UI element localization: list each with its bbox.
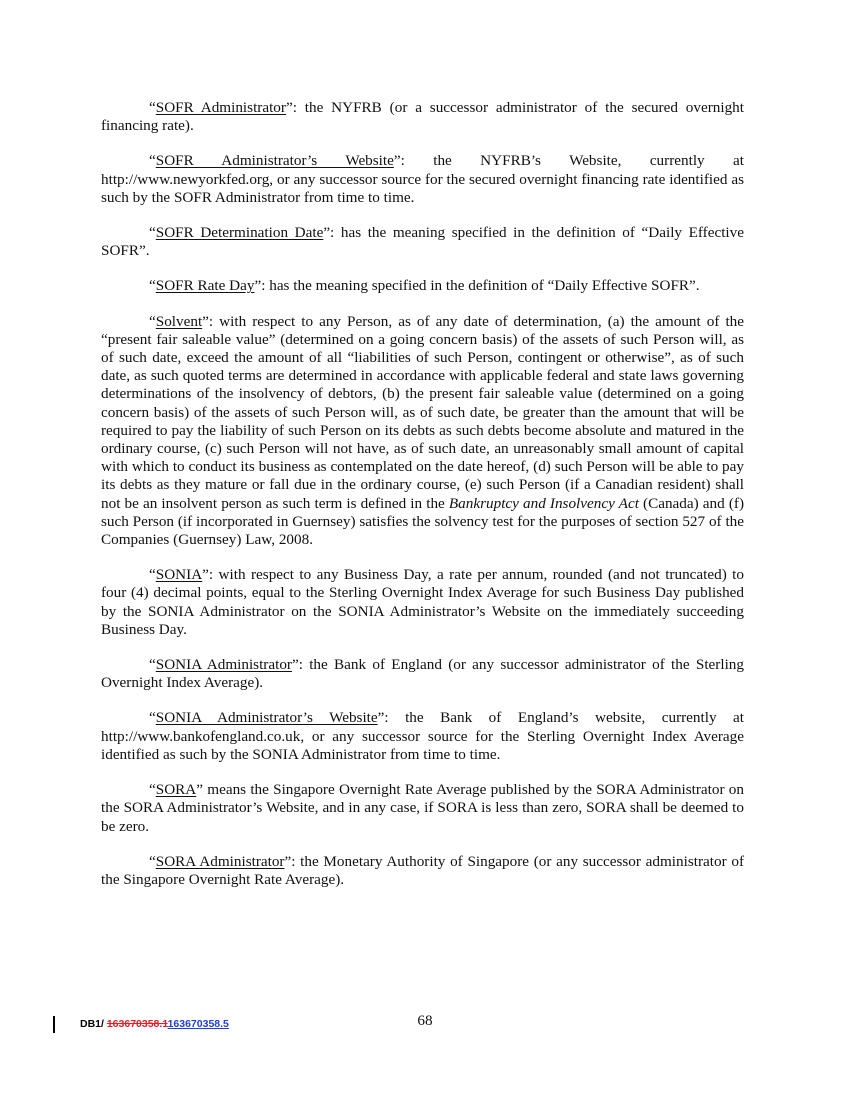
definition-sofr-administrator: [101, 99, 744, 135]
defined-term: SOFR Rate Day: [155, 277, 255, 295]
definition-sonia-administrators-website: [101, 709, 744, 764]
definition-text: ”: the Bank of England’s website, currently at http://www.bankofengland.co.uk, or any successor source for the Sterling Overnight Index Average identified as such by the SONIA Administrator from time to time.: [101, 709, 745, 763]
definition-sora: [101, 781, 744, 836]
document-id: [80, 1018, 229, 1030]
open-quote: “: [149, 656, 156, 674]
definition-text: ” means the Singapore Overnight Rate Average published by the SORA Administrator on the SORA Administrator’s Website, and in any case, if SORA is less than zero, SORA shall be deemed to be zero.: [101, 781, 744, 835]
open-quote: “: [149, 312, 156, 330]
open-quote: “: [149, 152, 156, 170]
defined-term: SORA: [155, 781, 197, 799]
defined-term: SOFR Administrator’s Website: [155, 152, 394, 170]
definition-text: ”: has the meaning specified in the definition of “Daily Effective SOFR”.: [101, 224, 744, 260]
definition-text: ”: the Monetary Authority of Singapore (or any successor administrator of the Singapore Overnight Rate Average).: [101, 852, 744, 888]
defined-term: SOFR Administrator: [155, 99, 286, 116]
open-quote: “: [149, 781, 156, 799]
document-id-prefix: DB1/: [80, 1018, 107, 1030]
definition-text: ”: the Bank of England (or any successor administrator of the Sterling Overnight Index Average).: [101, 656, 744, 692]
defined-term: Solvent: [155, 312, 203, 330]
defined-term: SOFR Determination Date: [155, 224, 324, 242]
document-body: [101, 99, 744, 906]
open-quote: “: [149, 99, 156, 116]
defined-term: SONIA Administrator’s Website: [155, 709, 378, 727]
open-quote: “: [149, 277, 156, 295]
definition-sofr-determination-date: [101, 224, 744, 260]
defined-term: SONIA: [155, 566, 203, 584]
revision-change-bar: [53, 1016, 55, 1033]
document-id-deleted: 163670358.1: [106, 1018, 168, 1030]
defined-term: SORA Administrator: [155, 852, 285, 870]
definition-text: ”: the NYFRB’s Website, currently at http://www.newyorkfed.org, or any successor source for the secured overnight financing rate identified as such by the SOFR Administrator from time to time.: [101, 152, 744, 206]
definition-solvent: [101, 313, 744, 550]
definition-sora-administrator: [101, 853, 744, 889]
definition-text: ”: with respect to any Person, as of any date of determination, (a) the amount of the “present fair saleable value” (determined on a going concern basis) of the assets of such Person will, as of such date, exceed the amount of all “liabilities of such Person, contingent or otherwise”, as of such date, as such quoted terms are determined in accordance with applicable federal and state laws governing determinations of the insolvency of debtors, (b) the present fair saleable value (determined on a going concern basis) of the assets of such Person will, as of such date, be greater than the amount that will be required to pay the liability of such Person on its debts as such debts become absolute and matured in the ordinary course, (c) such Person will not have, as of such date, an unreasonably small amount of capital with which to conduct its business as contemplated on the date hereof, (d) such Person will be able to pay its debts as they mature or fall due in the ordinary course, (e) such Person (if a Canadian resident) shall not be an insolvent person as such term is defined in the: [101, 312, 744, 512]
defined-term: SONIA Administrator: [155, 656, 292, 674]
act-title: Bankruptcy and Insolvency Act: [448, 494, 639, 512]
definition-sofr-administrators-website: [101, 152, 744, 207]
definition-text: ”: with respect to any Business Day, a rate per annum, rounded (and not truncated) to four (4) decimal points, equal to the Sterling Overnight Index Average for such Business Day published by the SONIA Administrator on the SONIA Administrator’s Website on the immediately succeeding Business Day.: [101, 566, 744, 638]
open-quote: “: [149, 566, 156, 584]
definition-sonia: [101, 566, 744, 639]
definition-text-end: (Canada) and (f) such Person (if incorporated in Guernsey) satisfies the solvency test for the purposes of section 527 of the Companies (Guernsey) Law, 2008.: [101, 494, 744, 549]
open-quote: “: [149, 224, 156, 242]
open-quote: “: [149, 709, 156, 727]
page-number: 68: [417, 1012, 433, 1029]
document-id-inserted: 163670358.5: [167, 1018, 229, 1030]
definition-text: ”: the NYFRB (or a successor administrator of the secured overnight financing rate).: [101, 99, 744, 135]
definition-text: ”: has the meaning specified in the definition of “Daily Effective SOFR”.: [254, 277, 700, 295]
definition-sofr-rate-day: [101, 277, 744, 295]
open-quote: “: [149, 852, 156, 870]
definition-sonia-administrator: [101, 656, 744, 692]
